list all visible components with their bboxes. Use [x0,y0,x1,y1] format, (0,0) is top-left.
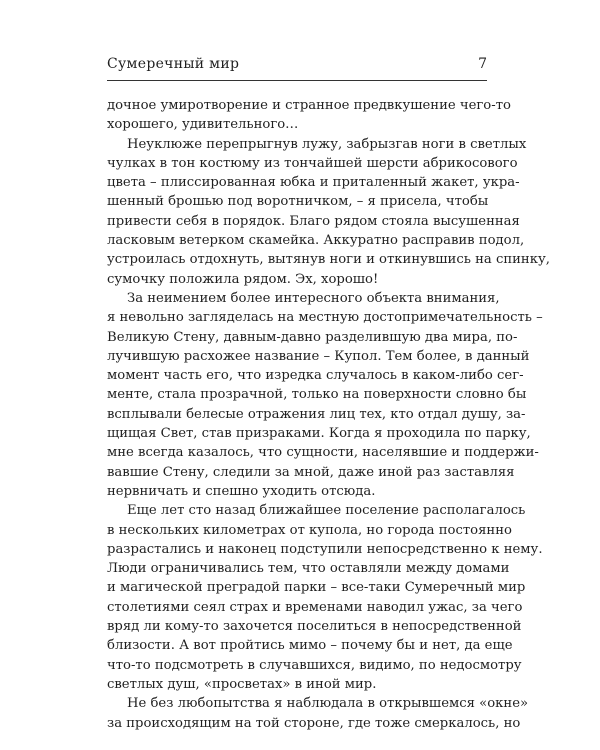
text-line: разрастались и наконец подступили непосредственно к нему. [107,541,543,557]
text-line: нервничать и спешно уходить отсюда. [107,483,376,499]
text-line: дочное умиротворение и странное предвкушение чего-то [107,98,511,113]
header-rule [107,80,487,81]
text-line: шенный брошью под воротничком, – я присела, чтобы [107,194,489,210]
text-line: чулках в тон костюму из тончайшей шерсти абрикосового [107,155,518,171]
text-line: Не без любопытства я наблюдала в открывшемся «окне» [127,696,529,712]
text-line: я невольно загляделась на местную достопримечательность – [107,310,543,326]
text-line: сумочку положила рядом. Эх, хорошо! [107,271,379,287]
text-line: Еще лет сто назад ближайшее поселение располагалось [127,503,526,519]
text-line: Неуклюже перепрыгнув лужу, забрызгав ноги в светлых [127,136,527,152]
text-line: вряд ли кому-то захочется поселиться в непосредственной [107,619,522,635]
text-line: ласковым ветерком скамейка. Аккуратно расправив подол, [107,233,525,249]
text-line: всплывали белесые отражения лиц тех, кто отдал душу, за- [107,406,526,422]
paragraph [107,96,511,135]
text-line: светлых душ, «просветах» в иной мир. [107,676,377,692]
running-title: Сумеречный мир [107,56,240,72]
text-line: что-то подсмотреть в случавшихся, видимо, по недосмотру [107,657,522,673]
text-line: Люди ограничивались тем, что оставляли между домами [107,561,510,577]
paragraph [107,135,550,289]
text-line: привести себя в порядок. Благо рядом стояла высушенная [107,213,520,229]
text-line: близости. А вот пройтись мимо – почему бы и нет, да еще [107,638,513,654]
text-line: за происходящим на той стороне, где тоже смеркалось, но [107,715,521,731]
text-line: мне всегда казалось, что сущности, населявшие и поддержи- [107,445,539,461]
paragraph [107,694,529,733]
text-line: устроилась отдохнуть, вытянув ноги и откинувшись на спинку, [107,252,550,268]
text-line: вавшие Стену, следили за мной, даже иной раз заставляя [107,464,515,480]
page-header [107,56,487,78]
text-line: Великую Стену, давным-давно разделившую два мира, по- [107,329,518,345]
text-line: щищая Свет, став призраками. Когда я проходила по парку, [107,426,531,442]
text-line: менте, стала прозрачной, только на поверхности словно бы [107,387,527,403]
text-line: в нескольких километрах от купола, но города постоянно [107,522,512,538]
text-line: и магической преградой парки – все-таки Сумеречный мир [107,580,526,596]
text-line: столетиями сеял страх и временами наводил ужас, за чего [107,599,523,615]
text-line: хорошего, удивительного… [107,117,299,133]
page-body [107,96,550,733]
text-line: За неимением более интересного объекта внимания, [127,290,500,306]
text-line: цвета – плиссированная юбка и приталенный жакет, укра- [107,175,520,191]
paragraph [107,289,543,501]
text-line: момент часть его, что изредка случалось в каком-либо сег- [107,368,524,384]
page-number: 7 [478,56,487,72]
paragraph [107,501,543,694]
text-line: лучившую расхожее название – Купол. Тем более, в данный [107,348,530,364]
